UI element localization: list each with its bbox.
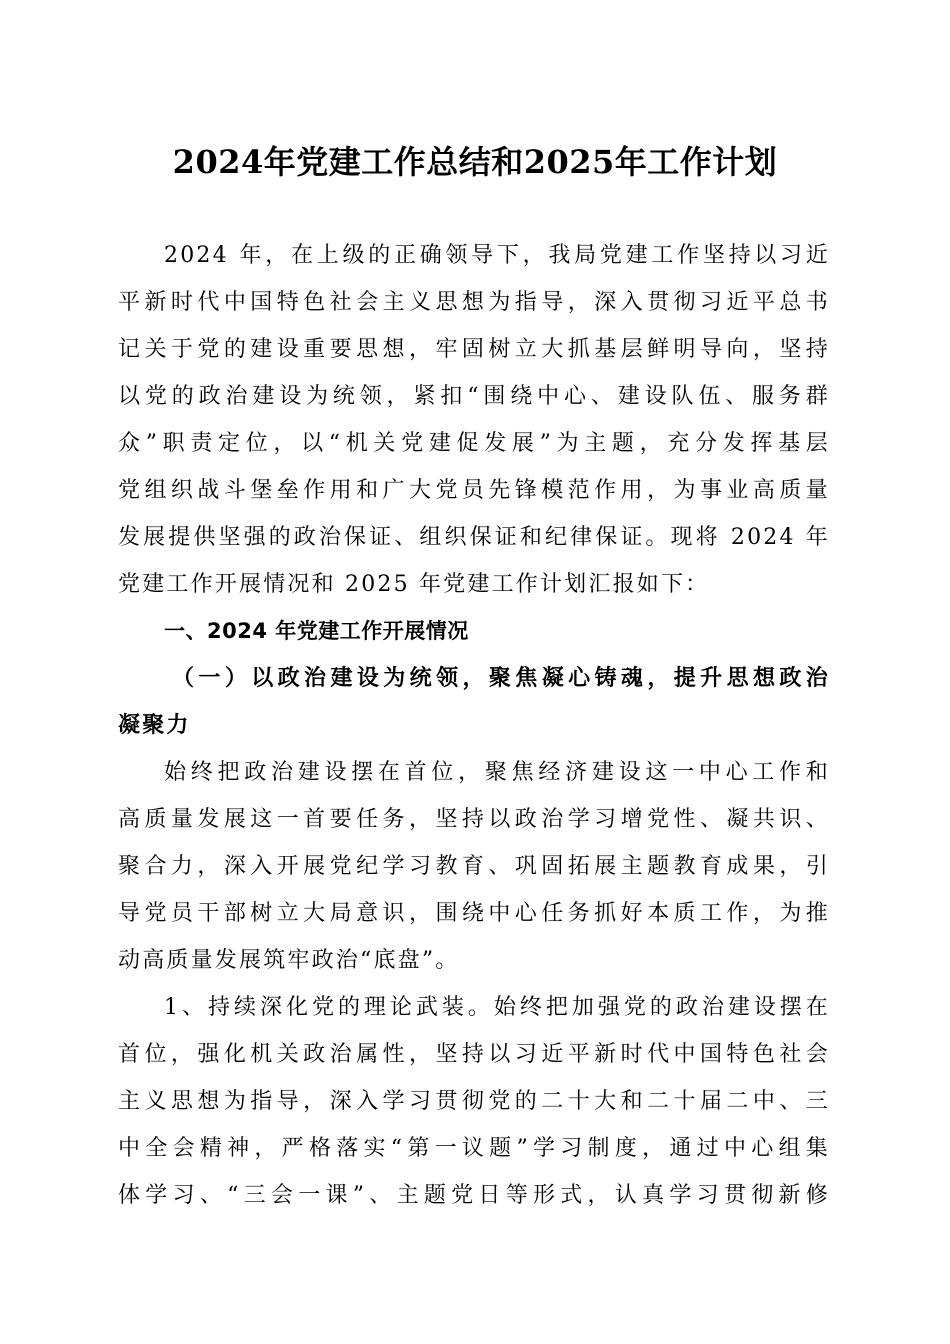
- paragraph-line: 体学习、“三会一课”、主题党日等形式，认真学习贯彻新修: [118, 1183, 830, 1208]
- paragraph-line: 1、持续深化党的理论武装。始终把加强党的政治建设摆在: [164, 995, 830, 1020]
- subsection-heading: [118, 655, 830, 749]
- paragraph-line: 始终把政治建设摆在首位，聚焦经济建设这一中心工作和: [164, 760, 830, 785]
- paragraph-line: 导党员干部树立大局意识，围绕中心任务抓好本质工作，为推: [118, 901, 830, 926]
- subsection-heading-line: （一）以政治建设为统领，聚焦凝心铸魂，提升思想政治: [172, 665, 830, 691]
- subsection-paragraph: [118, 749, 830, 984]
- paragraph-line: 聚合力，深入开展党纪学习教育、巩固拓展主题教育成果，引: [118, 854, 830, 879]
- paragraph-line: 主义思想为指导，深入学习贯彻党的二十大和二十届二中、三: [118, 1089, 830, 1114]
- paragraph-line: 中全会精神，严格落实“第一议题”学习制度，通过中心组集: [118, 1136, 830, 1161]
- intro-paragraph: [118, 232, 830, 608]
- intro-line: 众”职责定位，以“机关党建促发展”为主题，充分发挥基层: [118, 431, 830, 456]
- paragraph-line: 首位，强化机关政治属性，坚持以习近平新时代中国特色社会: [118, 1042, 830, 1067]
- document-body: [118, 232, 830, 1219]
- document-title: 2024年党建工作总结和2025年工作计划: [172, 143, 778, 181]
- intro-line: 记关于党的建设重要思想，牢固树立大抓基层鲜明导向，坚持: [118, 337, 830, 362]
- section-heading: 一、2024 年党建工作开展情况: [164, 619, 469, 643]
- intro-line: 2024 年，在上级的正确领导下，我局党建工作坚持以习近: [164, 243, 830, 268]
- subsection-heading-line: 凝聚力: [118, 712, 191, 738]
- intro-line: 党建工作开展情况和 2025 年党建工作计划汇报如下：: [118, 572, 710, 597]
- paragraph-line: 高质量发展这一首要任务，坚持以政治学习增党性、凝共识、: [118, 807, 830, 832]
- intro-line: 平新时代中国特色社会主义思想为指导，深入贯彻习近平总书: [118, 290, 830, 315]
- intro-line: 以党的政治建设为统领，紧扣“围绕中心、建设队伍、服务群: [118, 384, 830, 409]
- paragraph-line: 动高质量发展筑牢政治“底盘”。: [118, 948, 460, 973]
- item-paragraph: [118, 984, 830, 1219]
- intro-line: 发展提供坚强的政治保证、组织保证和纪律保证。现将 2024 年: [118, 525, 830, 550]
- intro-line: 党组织战斗堡垒作用和广大党员先锋模范作用，为事业高质量: [118, 478, 830, 503]
